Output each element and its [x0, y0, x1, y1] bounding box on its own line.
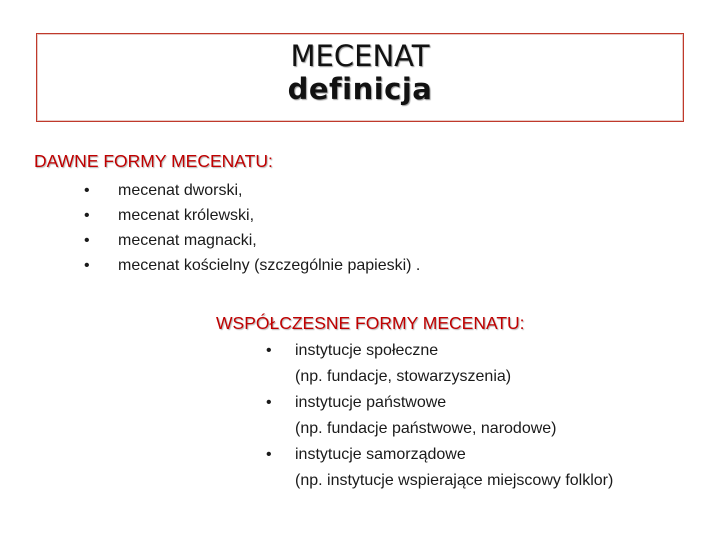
old-forms-list: [84, 178, 420, 278]
list-item: [84, 228, 420, 253]
bullet-icon: •: [84, 207, 90, 224]
list-item-text: mecenat królewski,: [118, 207, 255, 224]
bullet-icon: •: [84, 182, 90, 199]
bullet-icon: •: [84, 232, 90, 249]
list-item: [266, 390, 613, 442]
list-item-detail: (np. instytucje wspierające miejscowy folklor): [295, 472, 614, 489]
list-item-text: instytucje społeczne: [295, 342, 439, 359]
list-item-text: mecenat kościelny (szczególnie papieski) .: [118, 257, 421, 274]
page-subtitle: definicja: [287, 72, 433, 106]
list-item-detail: (np. fundacje, stowarzyszenia): [295, 368, 512, 385]
old-forms-heading: DAWNE FORMY MECENATU:: [34, 151, 273, 171]
list-item-detail: (np. fundacje państwowe, narodowe): [295, 420, 557, 437]
title-box: [36, 33, 684, 122]
list-item-text: instytucje samorządowe: [295, 446, 466, 463]
new-forms-list: [266, 338, 613, 494]
list-item-text: mecenat magnacki,: [118, 232, 257, 249]
list-item: [84, 253, 420, 278]
bullet-icon: •: [266, 446, 272, 463]
bullet-icon: •: [266, 394, 272, 411]
new-forms-heading: WSPÓŁCZESNE FORMY MECENATU:: [216, 313, 525, 333]
list-item: [266, 338, 613, 390]
list-item: [266, 442, 613, 494]
list-item: [84, 178, 420, 203]
bullet-icon: •: [266, 342, 272, 359]
list-item-text: mecenat dworski,: [118, 182, 243, 199]
bullet-icon: •: [84, 257, 90, 274]
list-item: [84, 203, 420, 228]
list-item-text: instytucje państwowe: [295, 394, 447, 411]
page-title: MECENAT: [290, 39, 430, 73]
